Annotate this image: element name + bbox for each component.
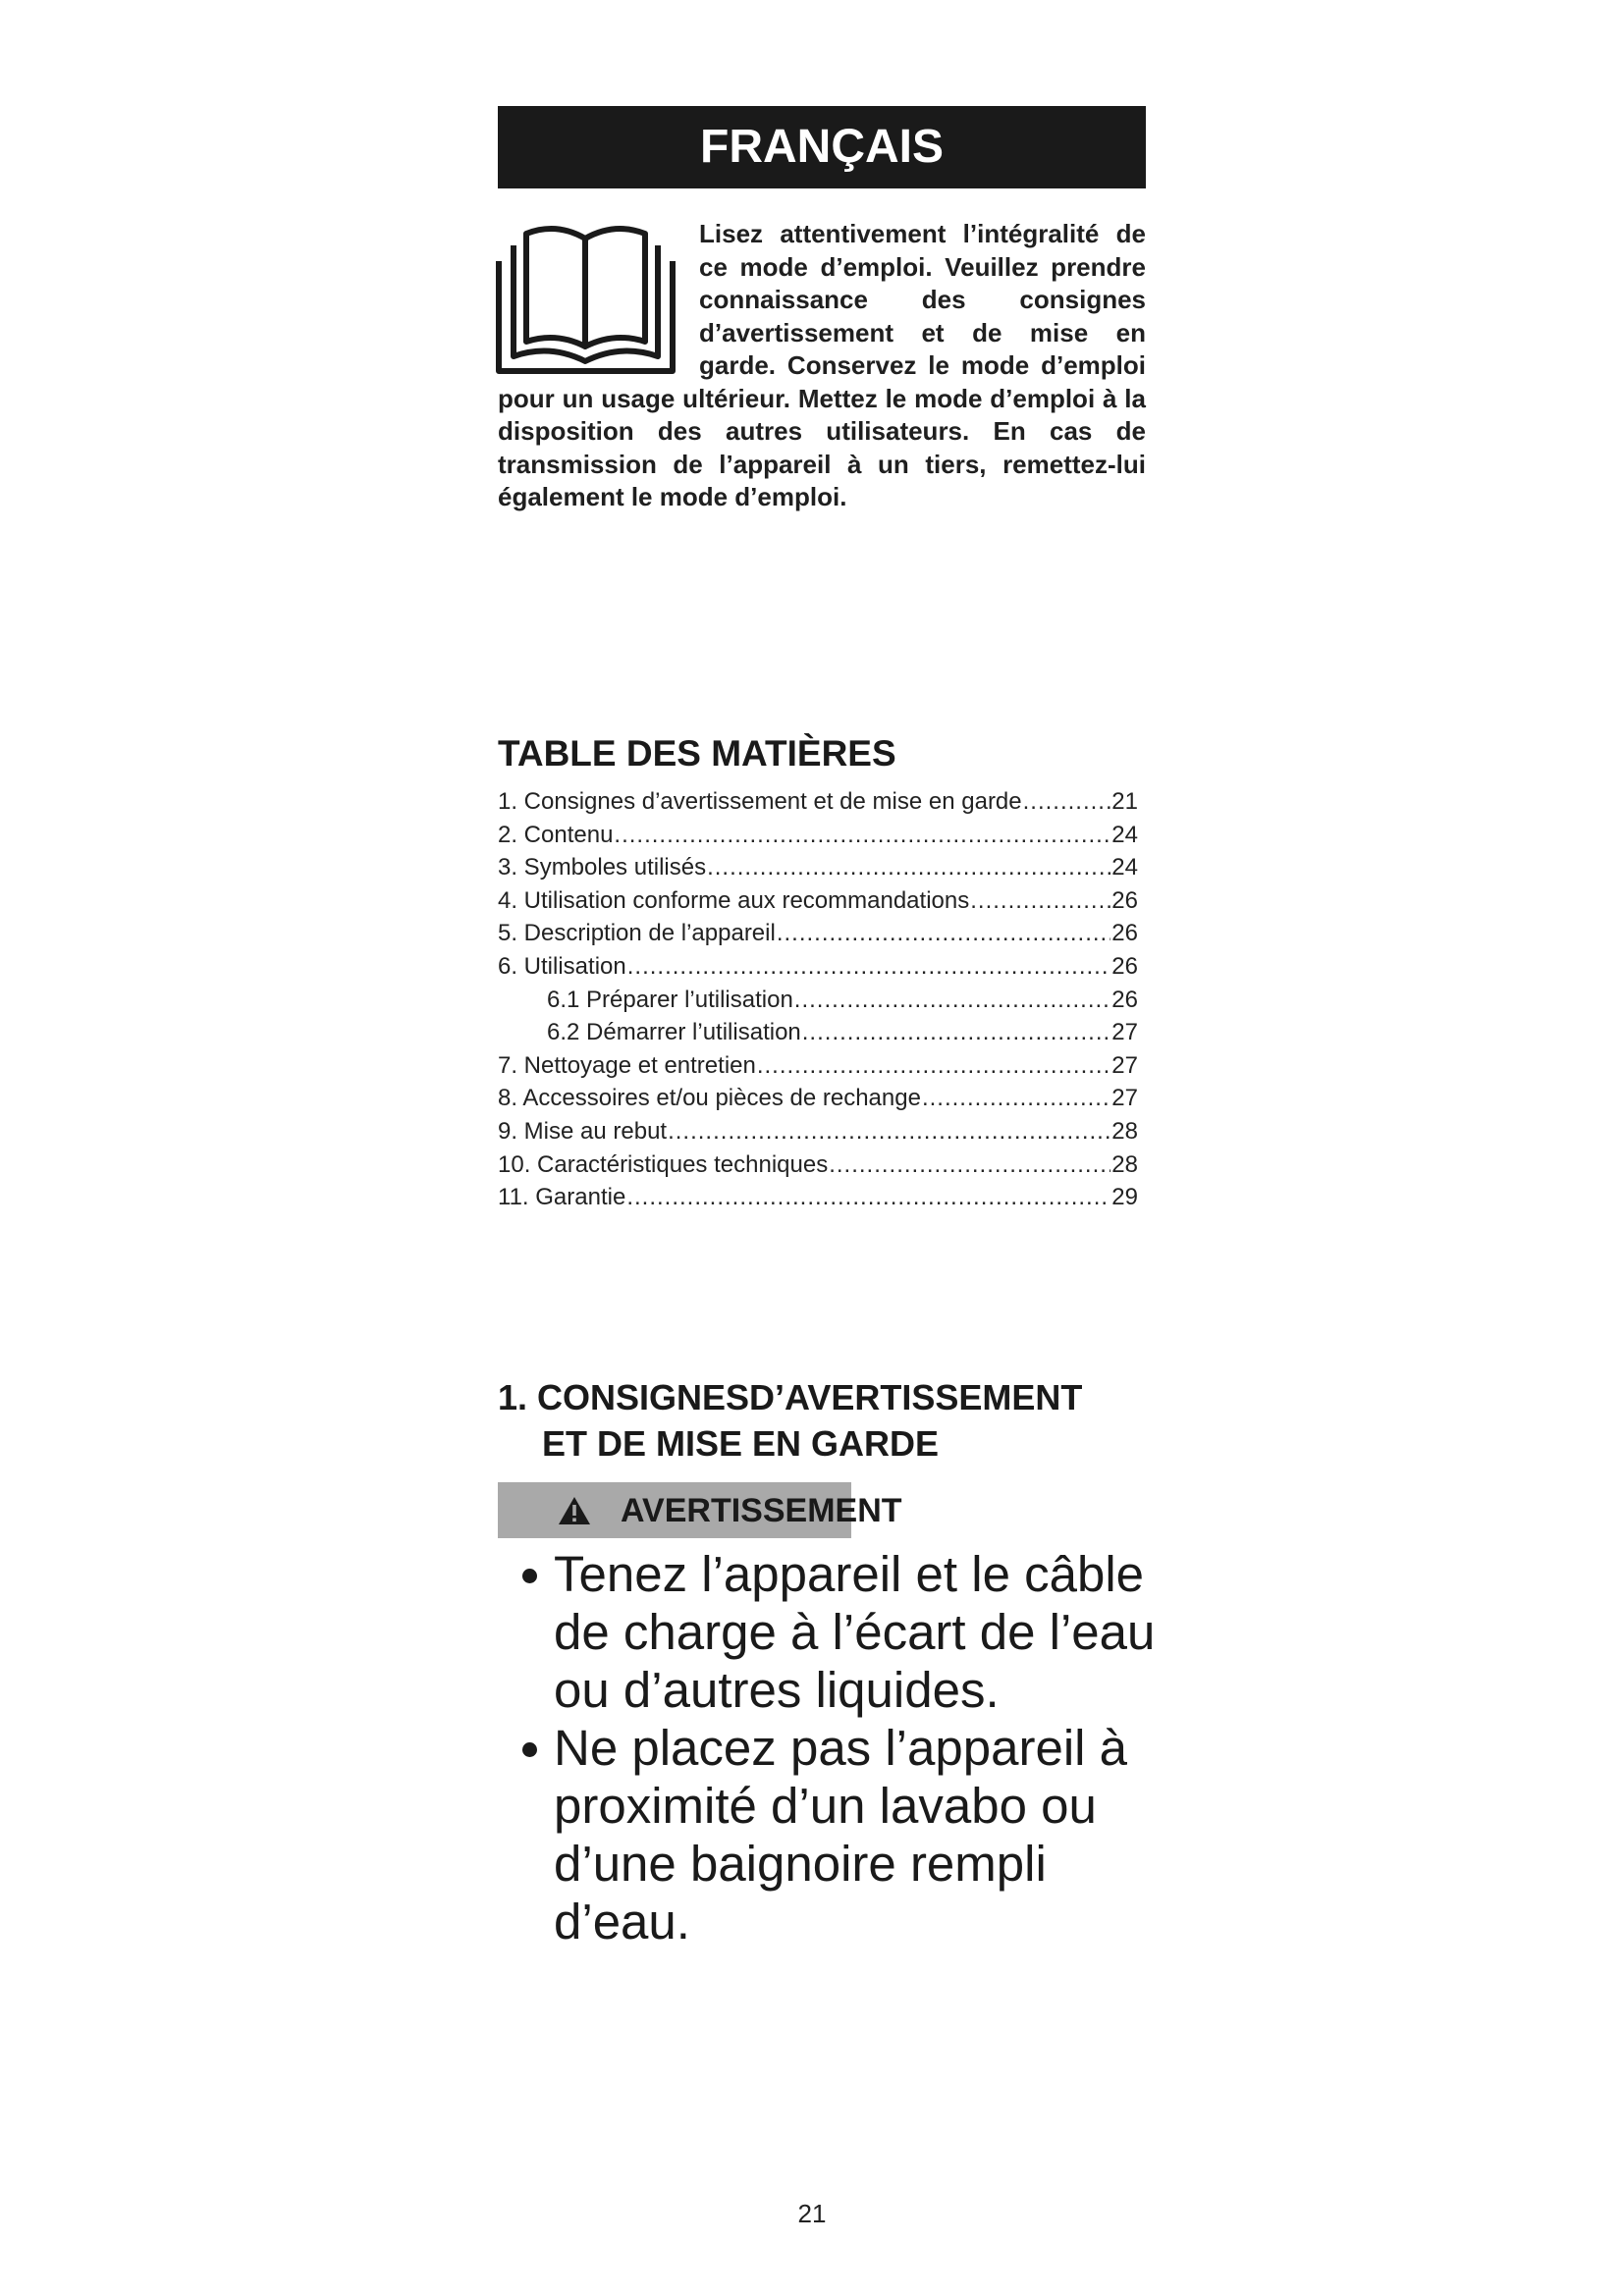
section-title-line2: ET DE MISE EN GARDE	[542, 1423, 940, 1464]
intro-text: Lisez attentivement l’intégralité de ce mode d’emploi. Veuillez prendre connaissance des consignes d’avertissement et de mise en garde. Conservez le mode d’emploi pour un usage ultérieur. Mettez le mode d’emploi à la disposition des autres utilisateurs. En cas de transmission de l’appareil à un tiers, remettez-lui également le mode d’emploi.	[498, 219, 1146, 511]
toc-item: 3. Symboles utilisés ..... 24	[498, 851, 1138, 884]
toc-title: TABLE DES MATIÈRES	[498, 733, 896, 774]
page-number: 21	[797, 2199, 827, 2228]
table-of-contents	[498, 785, 1138, 1214]
warning-text: AVERTISSEMENT	[621, 1491, 902, 1529]
warning-triangle-icon	[558, 1496, 591, 1525]
toc-item: 6. Utilisation ..... 26	[498, 950, 1138, 984]
toc-item: 2. Contenu ..... 24	[498, 819, 1138, 852]
bullet-item: Ne placez pas l’appareil à proximité d’un lavabo ou d’une baignoire rempli d’eau.	[520, 1719, 1168, 1950]
toc-item: 7. Nettoyage et entretien ..... 27	[498, 1049, 1138, 1083]
intro-paragraph	[498, 218, 1146, 514]
language-banner: FRANÇAIS	[498, 106, 1146, 188]
toc-item: 1. Consignes d’avertissement et de mise en garde ..... 21	[498, 785, 1138, 819]
warning-bullets	[520, 1545, 1168, 1950]
toc-item: 10. Caractéristiques techniques ..... 28	[498, 1148, 1138, 1182]
toc-item: 5. Description de l’appareil ..... 26	[498, 917, 1138, 950]
toc-subitem: 6.1 Préparer l’utilisation ..... 26	[498, 984, 1138, 1017]
toc-item: 4. Utilisation conforme aux recommandations ..... 26	[498, 884, 1138, 918]
warning-label	[558, 1486, 902, 1535]
section-title-line1: 1. CONSIGNESD’AVERTISSEMENT	[498, 1377, 1083, 1417]
toc-item: 11. Garantie ..... 29	[498, 1181, 1138, 1214]
toc-item: 9. Mise au rebut ..... 28	[498, 1115, 1138, 1148]
toc-item: 8. Accessoires et/ou pièces de rechange ..... 27	[498, 1082, 1138, 1115]
toc-subitem: 6.2 Démarrer l’utilisation ..... 27	[498, 1016, 1138, 1049]
section-title	[498, 1374, 1082, 1467]
bullet-item: Tenez l’appareil et le câble de charge à l’écart de l’eau ou d’autres liquides.	[520, 1545, 1168, 1719]
